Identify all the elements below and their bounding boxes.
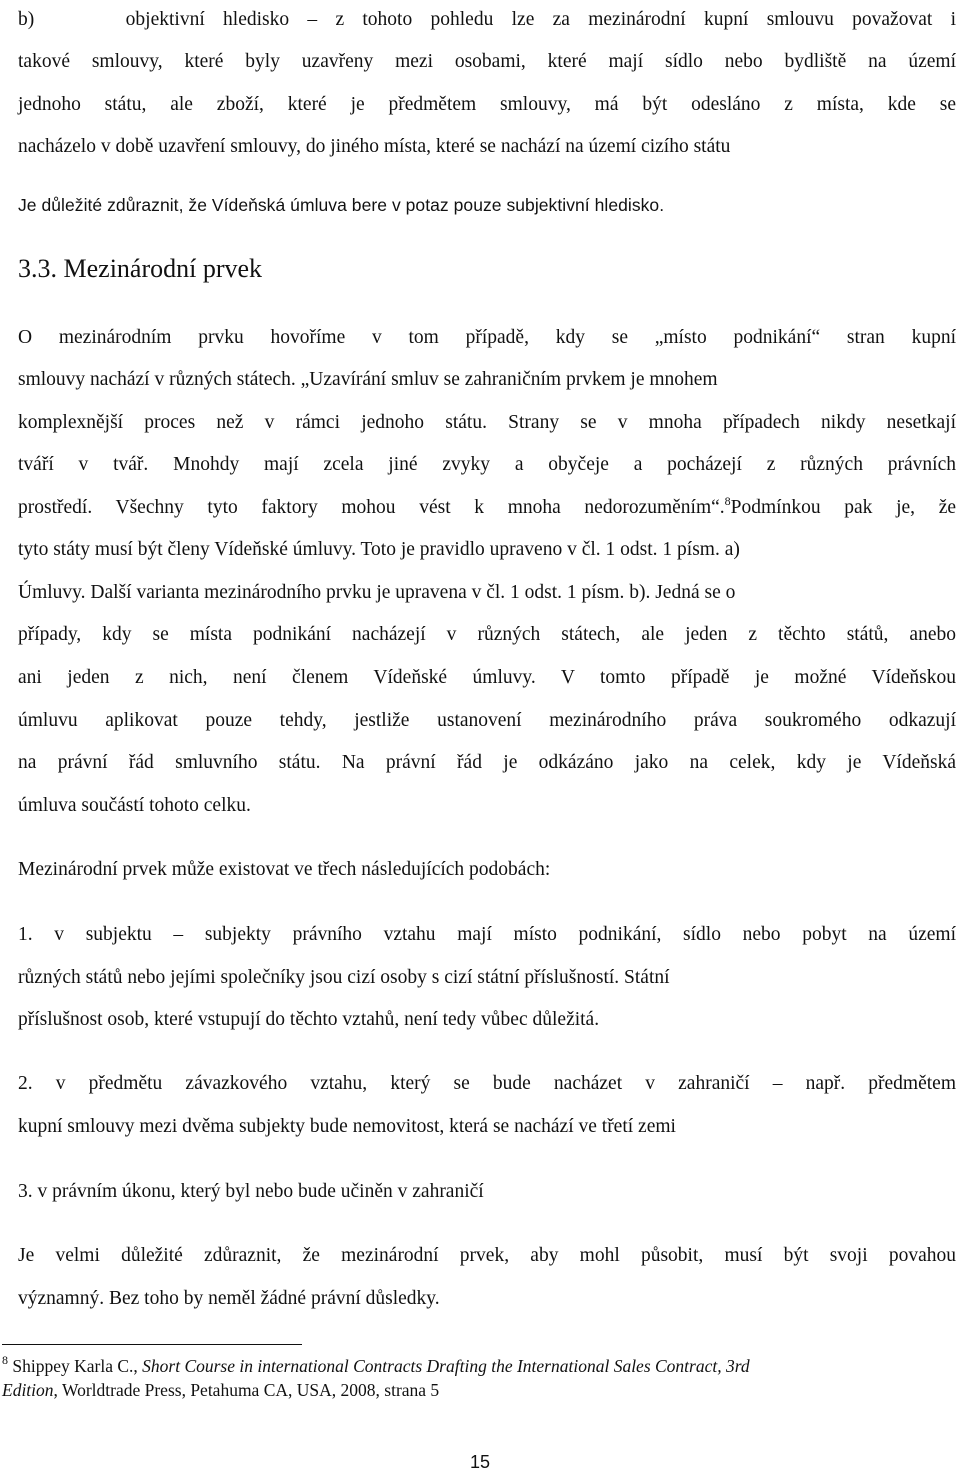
footnote-line-2 [2,1378,439,1402]
section-heading: 3.3. Mezinárodní prvek [18,254,263,283]
para1-line-7 [18,581,735,605]
para1-line-3: komplexnější proces než v rámci jednoho státu. Strany se v mnoha případech nikdy nesetkají [18,412,956,433]
list-item-b-line-1: b) objektivní hledisko – z tohoto pohledu lze za mezinárodní kupní smlouvu považovat i [18,9,956,30]
footnote-author: Shippey Karla C., [8,1356,138,1376]
footnote-separator [2,1344,302,1345]
item1-line-2-a: různých států nebo jejími společníky jsou cizí osoby s cizí státní příslušností. [18,967,620,988]
para1-line-1: O mezinárodním prvku hovoříme v tom případě, kdy se „místo podnikání“ stran kupní [18,327,956,348]
item1-line-2 [18,966,670,990]
para1-line-12: úmluva součástí tohoto celku. [18,795,251,816]
page-number: 15 [469,1452,491,1472]
para1-line-11: na právní řád smluvního státu. Na právní řád je odkázáno jako na celek, kdy je Vídeňská [18,752,956,773]
para1-line-7-a: Úmluvy. Další varianta mezinárodního prvku je upravena v čl. 1 odst. 1 písm. b). [18,582,651,603]
item2-line-2: kupní smlouvy mezi dvěma subjekty bude nemovitost, která se nachází ve třetí zemi [18,1116,676,1137]
item1-line-3: příslušnost osob, které vstupují do těchto vztahů, není tedy vůbec důležitá. [18,1009,600,1030]
footnote-number: 8 [2,1353,8,1367]
para1-line-2 [18,368,718,392]
para1-line-4: tváří v tvář. Mnohdy mají zcela jiné zvyky a obyčeje a pocházejí z různých právních [18,454,956,475]
footnote-ref[interactable]: 8 [724,494,731,508]
para1-line-2-b: „Uzavírání smluv se zahraničním prvkem je mnohem [295,369,718,390]
forms-intro: Mezinárodní prvek může existovat ve třech následujících podobách: [18,859,551,880]
closing-line-1: Je velmi důležité zdůraznit, že mezinárodní prvek, aby mohl působit, musí být svoji povahou [18,1245,956,1266]
item1-line-2-b: Státní [619,967,670,988]
closing-line-2: významný. Bez toho by neměl žádné právní důsledky. [18,1288,440,1309]
list-item-b-line-3: jednoho státu, ale zboží, které je předmětem smlouvy, má být odesláno z místa, kde se [18,94,956,115]
footnote-line-1 [2,1354,750,1378]
note-line: Je důležité zdůraznit, že Vídeňská úmluva bere v potaz pouze subjektivní hledisko. [18,195,665,215]
item2-line-1: 2. v předmětu závazkového vztahu, který se bude nacházet v zahraničí – např. předmětem [18,1073,956,1094]
para1-line-10: úmluvu aplikovat pouze tehdy, jestliže ustanovení mezinárodního práva soukromého odkazují [18,710,956,731]
list-item-b-line-2: takové smlouvy, které byly uzavřeny mezi osobami, které mají sídlo nebo bydliště na území [18,51,956,72]
footnote-rest: , Worldtrade Press, Petahuma CA, USA, 2008, strana 5 [53,1380,440,1400]
para1-line-8: případy, kdy se místa podnikání nacházejí v různých státech, ale jeden z těchto států, anebo [18,624,956,645]
para1-line-7-b: Jedná se o [650,582,736,603]
item1-line-1: 1. v subjektu – subjekty právního vztahu mají místo podnikání, sídlo nebo pobyt na území [18,924,956,945]
footnote-title-1: Short Course in international Contracts Drafting the International Sales Contract, 3rd [137,1356,750,1376]
para1-line-5-b: Podmínkou pak je, že [730,497,957,518]
list-item-b-line-4: nacházelo v době uzavření smlouvy, do jiného místa, které se nachází na území cizího státu [18,136,731,157]
item3-line: 3. v právním úkonu, který byl nebo bude učiněn v zahraničí [18,1181,484,1202]
para1-line-5 [18,496,956,520]
para1-line-5-a: prostředí. Všechny tyto faktory mohou vést k mnoha nedorozuměním“. [18,497,725,518]
para1-line-6: tyto státy musí být členy Vídeňské úmluvy. Toto je pravidlo upraveno v čl. 1 odst. 1 písm. a) [18,539,740,560]
para1-line-9: ani jeden z nich, není členem Vídeňské úmluvy. V tomto případě je možné Vídeňskou [18,667,956,688]
para1-line-2-a: smlouvy nachází v různých státech. [18,369,296,390]
footnote-title-2: Edition [2,1380,54,1400]
